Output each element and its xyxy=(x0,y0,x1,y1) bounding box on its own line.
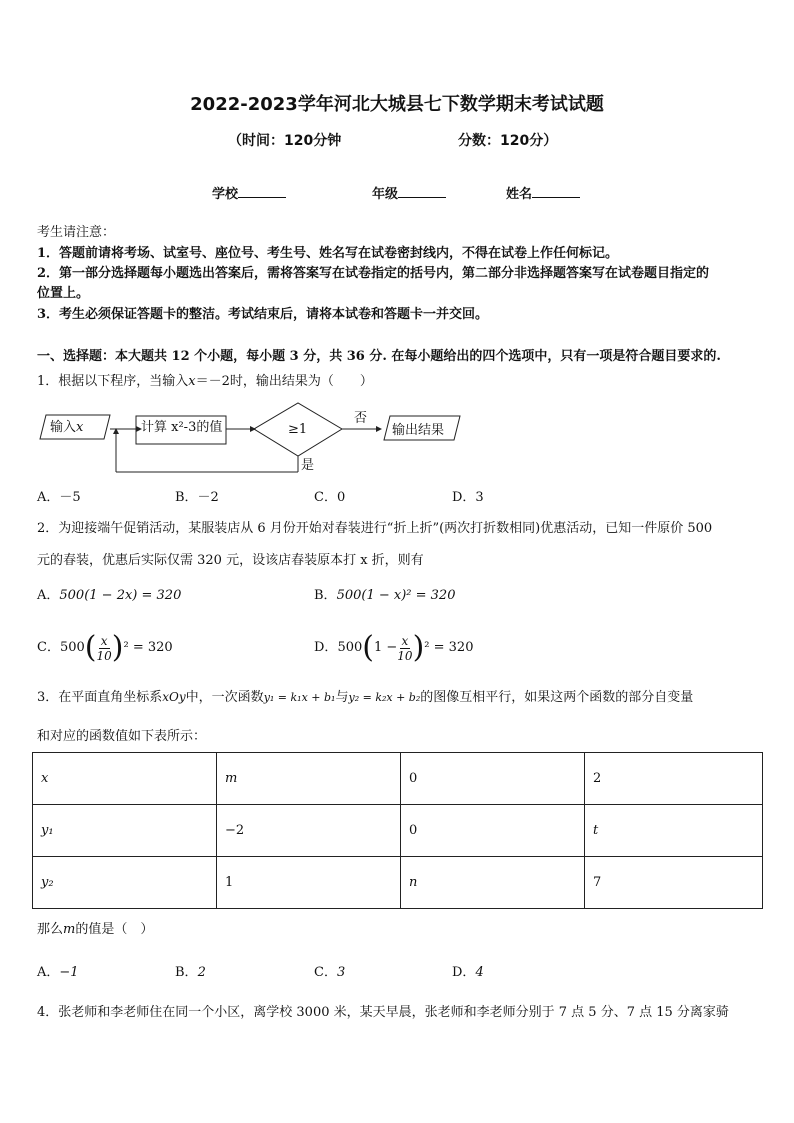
arrow-icon xyxy=(376,426,382,432)
table-row xyxy=(33,857,763,909)
q2-stem-line2: 元的春装，优惠后实际仅需 320 元，设该店春装原本打 x 折，则有 xyxy=(37,553,424,568)
q3-option-d[interactable]: D．4 xyxy=(452,965,484,980)
q3-ask: 那么m的值是（ ） xyxy=(37,922,154,937)
school-field[interactable] xyxy=(212,183,286,202)
q3-stem-line2: 和对应的函数值如下表所示： xyxy=(37,729,207,744)
grade-blank[interactable] xyxy=(398,185,446,198)
notice-item-2-cont: 位置上。 xyxy=(37,286,90,301)
table-row xyxy=(33,805,763,857)
q4-stem: 4．张老师和李老师住在同一个小区，离学校 3000 米，某天早晨，张老师和李老师分别于 7 点 5 分、7 点 15 分离家骑 xyxy=(37,1005,729,1020)
q3-option-b[interactable]: B．2 xyxy=(175,965,206,980)
table-cell: 1 xyxy=(217,857,401,909)
arrow-icon xyxy=(250,426,256,432)
q2-option-c[interactable]: C． 500 ( $\frac{x}{10}$ ) ² = 320 xyxy=(37,630,173,665)
name-label: 姓名 xyxy=(506,187,533,202)
q2-option-a[interactable]: A．500(1 − 2x) = 320 xyxy=(37,588,182,603)
table-cell: m xyxy=(217,753,401,805)
table-cell: 0 xyxy=(401,753,585,805)
flow-no-label: 否 xyxy=(354,411,368,426)
table-cell: −2 xyxy=(217,805,401,857)
table-cell: x xyxy=(33,753,217,805)
q3-stem: 3．在平面直角坐标系xOy中，一次函数y₁ = k₁x + b₁与y₂ = k₂x + b₂的图像互相平行，如果这两个函数的部分自变量 xyxy=(37,690,694,705)
page-title: 2022-2023学年河北大城县七下数学期末考试试题 xyxy=(190,94,604,115)
school-label: 学校 xyxy=(212,187,239,202)
notice-item-1: 1．答题前请将考场、试室号、座位号、考生号、姓名写在试卷密封线内，不得在试卷上作任何标记。 xyxy=(37,246,619,261)
name-blank[interactable] xyxy=(532,185,580,198)
notice-item-2: 2．第一部分选择题每小题选出答案后，需将答案写在试卷指定的括号内，第二部分非选择题答案写在试卷题目指定的 xyxy=(37,266,710,281)
name-field[interactable] xyxy=(506,183,580,202)
notice-item-3: 3．考生必须保证答题卡的整洁。考试结束后，请将本试卷和答题卡一并交回。 xyxy=(37,307,489,322)
table-cell: n xyxy=(401,857,585,909)
notice-heading: 考生请注意： xyxy=(37,225,116,240)
flow-decision-label: ≥1 xyxy=(288,422,308,437)
q1-option-d[interactable]: D．3 xyxy=(452,490,484,505)
school-blank[interactable] xyxy=(238,185,286,198)
flow-compute-label: 计算 x²-3的值 xyxy=(141,420,223,435)
table-row xyxy=(33,753,763,805)
flow-yes-label: 是 xyxy=(301,458,315,473)
flow-input-label: 输入x xyxy=(50,420,84,435)
q1-option-b[interactable]: B．－2 xyxy=(175,490,219,505)
table-cell: y₁ xyxy=(33,805,217,857)
q1-stem: 1．根据以下程序，当输入x＝－2时，输出结果为（ ） xyxy=(37,374,373,389)
table-cell: t xyxy=(585,805,763,857)
table-cell: y₂ xyxy=(33,857,217,909)
table-cell: 0 xyxy=(401,805,585,857)
section-heading: 一、选择题：本大题共 12 个小题，每小题 3 分，共 36 分. 在每小题给出的四个选项中，只有一项是符合题目要求的. xyxy=(37,349,721,364)
grade-field[interactable] xyxy=(372,183,446,202)
q2-option-b[interactable]: B．500(1 − x)² = 320 xyxy=(314,588,456,603)
q3-option-c[interactable]: C．3 xyxy=(314,965,346,980)
table-cell: 7 xyxy=(585,857,763,909)
q2-option-d[interactable]: D． 500 ( 1 − $\frac{x}{10}$ ) ² = 320 xyxy=(314,630,474,665)
q2-stem-line1: 2．为迎接端午促销活动，某服装店从 6 月份开始对春装进行“折上折”(两次打折数相同)优惠活动，已知一件原价 500 xyxy=(37,521,713,536)
grade-label: 年级 xyxy=(372,187,399,202)
flow-output-label: 输出结果 xyxy=(392,423,445,438)
exam-time: （时间：120分钟 xyxy=(228,133,342,149)
exam-score: 分数：120分） xyxy=(458,133,558,149)
table-cell: 2 xyxy=(585,753,763,805)
q3-option-a[interactable]: A．−1 xyxy=(37,965,79,980)
q3-value-table xyxy=(32,752,763,909)
q1-option-a[interactable]: A．－5 xyxy=(37,490,81,505)
q1-option-c[interactable]: C．0 xyxy=(314,490,346,505)
